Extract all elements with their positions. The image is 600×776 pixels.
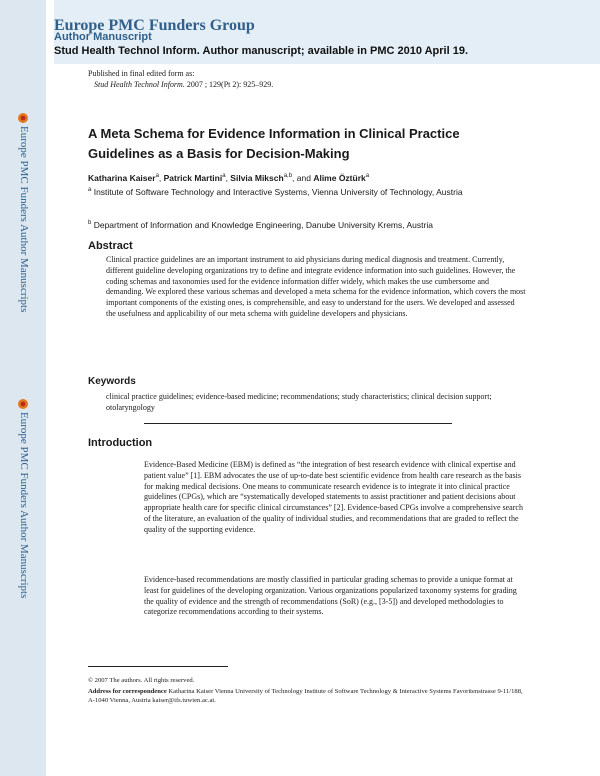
sidebar-text: Europe PMC Funders Author Manuscripts [18,126,30,313]
sidebar-label-top [0,112,46,322]
published-label: Published in final edited form as: [88,69,195,78]
copyright-note: © 2007 The authors. All rights reserved. [88,677,195,684]
published-journal: Stud Health Technol Inform. [94,80,185,89]
affiliation-text: Department of Information and Knowledge Engineering, Danube University Krems, Austria [93,219,433,230]
article-title: A Meta Schema for Evidence Information in Clinical Practice Guidelines as a Basis for Decision-Making [88,126,460,161]
keywords-text: clinical practice guidelines; evidence-based medicine; recommendations; study characteristics; clinical decision support; otolaryngology [106,392,492,412]
affiliation-text: Institute of Software Technology and Interactive Systems, Vienna University of Technology, Austria [93,186,463,197]
header-subtitle: Author Manuscript [54,31,152,43]
published-in [88,68,273,90]
correspondence-note [88,687,528,705]
europe-pmc-logo-icon [17,398,29,410]
author-affil-mark: a [365,173,370,180]
affiliation-mark: a [88,187,92,193]
sidebar [0,0,46,776]
published-citation [88,79,273,90]
author-affil-mark: a [155,173,159,180]
author-name: Katharina Kaiser [88,173,156,183]
sidebar-label-bottom [0,398,46,608]
author-list: Katharina Kaiser$^a$, Patrick Martini$^a$, Silvia Miksch$^{a,b}$, and Alime Öztürk$^a$ [88,173,370,183]
section-divider [144,423,452,424]
sidebar-text: Europe PMC Funders Author Manuscripts [18,412,30,599]
introduction-paragraph-1: Evidence-Based Medicine (EBM) is defined as “the integration of best research evidence with clinical expertise and patient value” [1]. EBM advocates the use of up-to-date best scientific evidence from health care research as the basis for making medical decisions. One means to communicate research evidence is to integrate it into clinical practice guidelines (CPGs), which are “systematically developed statements to assist practitioner and patient decisions about appropriate health care for specific clinical circumstances” [2]. Evidence-based CPGs involve a comprehensive search of the literature, an evaluation of the quality of individual studies, and recommendations that are graded to reflect the quality of the supporting evidence. [144,460,523,534]
author-name: Alime Öztürk [313,173,366,183]
introduction-paragraph-2: Evidence-based recommendations are mostly classified in particular grading schemas to provide a unique format at least for guidelines of the developing organization. Various organizations popularized taxonomy systems for grading the quality of evidence and the strength of recommendations (SoR) (e.g., [3-5]) and developed methodologies to categorize recommendations according to their systems. [144,575,517,617]
correspondence-text: Katharina Kaiser Vienna University of Technology Institute of Software Technology & Interactive Systems Favoritenstrasse 9-11/188, A-1040 Vienna, Austria kaiser@ifs.tuwien.ac.at. [88,688,523,704]
author-name: Patrick Martini [163,173,223,183]
affiliation-a [88,185,528,198]
header-brand: Europe PMC Funders Group [54,17,255,34]
introduction-heading: Introduction [88,437,153,449]
author-affil-mark: a,b [283,173,293,180]
author-name: Silvia Miksch [230,173,284,183]
footnote-divider [88,666,228,667]
published-details: 2007 ; 129(Pt 2): 925–929. [186,80,274,89]
affiliation-b [88,218,528,231]
affiliation-mark: b [88,220,92,226]
abstract-heading: Abstract [88,240,133,252]
abstract-text: Clinical practice guidelines are an important instrument to aid physicians during medical diagnosis and treatment. Currently, different guideline developing organizations try to define and integrate evidence information into such guidelines. However, the coding schemas and taxonomies used for the evidence information differ widely, which makes the use cumbersome and demanding. We explored these various schemas and developed a meta schema for the evidence information, which covers the most important components of the existing ones, is comprehensible, and easy to understand for the users. We developed and assessed the usefulness and applicability of our meta schema with guideline developers and physicians. [106,255,526,318]
europe-pmc-logo-icon [17,112,29,124]
keywords-heading: Keywords [88,376,136,387]
header-journal-line: Stud Health Technol Inform. Author manuscript; available in PMC 2010 April 19. [54,45,468,57]
correspondence-label: Address for correspondence [88,688,167,695]
author-affil-mark: a [222,173,226,180]
